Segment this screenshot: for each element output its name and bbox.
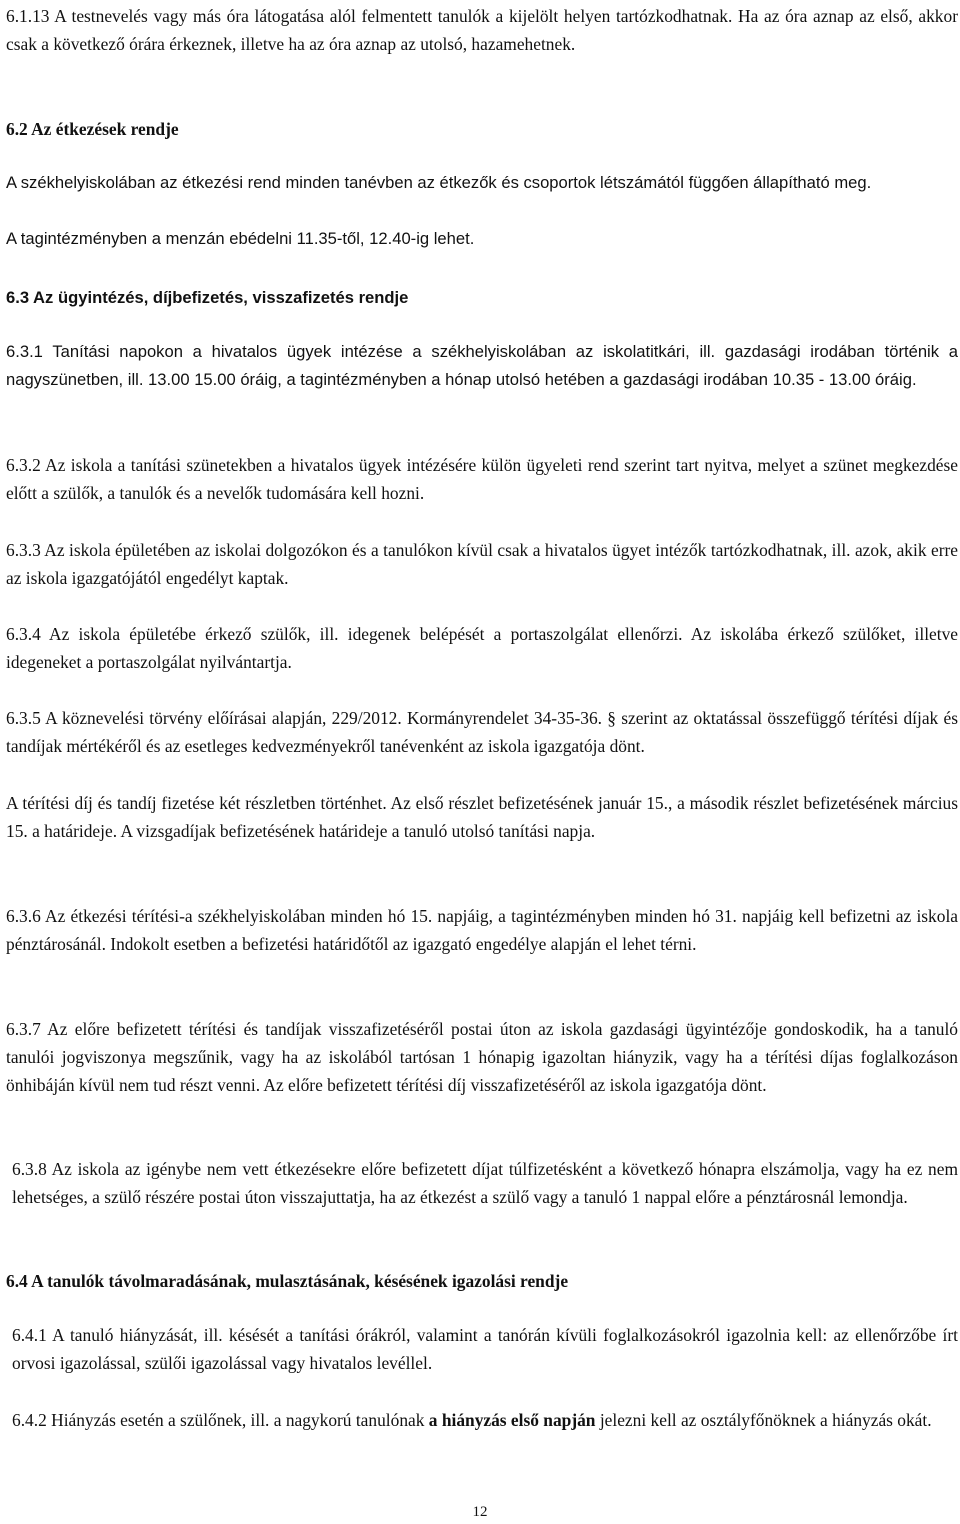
heading-6-4: 6.4 A tanulók távolmaradásának, mulasztásának, késésének igazolási rendje	[6, 1271, 569, 1291]
paragraph-6-3-5-b: A térítési díj és tandíj fizetése két részletben történhet. Az első részlet befizetésének január 15., a második részlet befizetésének március 15. a határideje. A vizsgadíjak befizetésének határideje a tanuló utolsó tanítási napja.	[6, 793, 958, 842]
paragraph-6-4-2-lead: 6.4.2 Hiányzás esetén a szülőnek, ill. a nagykorú tanulónak	[12, 1410, 429, 1430]
heading-6-3: 6.3 Az ügyintézés, díjbefizetés, visszafizetés rendje	[6, 288, 409, 307]
paragraph-6-4-2	[12, 1406, 958, 1434]
paragraph-6-2-b: A tagintézményben a menzán ebédelni 11.35-től, 12.40-ig lehet.	[6, 229, 475, 248]
page-number: 12	[472, 1504, 488, 1520]
paragraph-6-3-2: 6.3.2 Az iskola a tanítási szünetekben a hivatalos ügyek intézésére külön ügyeleti rend szerint tart nyitva, melyet a szünet megkezdése előtt a szülők, a tanulók és a nevelők tudomására kell hozni.	[6, 455, 958, 504]
paragraph-6-3-4: 6.3.4 Az iskola épületébe érkező szülők, ill. idegenek belépését a portaszolgálat ellenőrzi. Az iskolába érkező szülőket, illetve idegeneket a portaszolgálat nyilvántartja.	[6, 624, 958, 673]
paragraph-6-3-5-a: 6.3.5 A köznevelési törvény előírásai alapján, 229/2012. Kormányrendelet 34-35-36. § szerint az oktatással összefüggő térítési díjak és tandíjak mértékéről és az esetleges kedvezményekről tanévenként az iskola igazgatója dönt.	[6, 708, 958, 757]
paragraph-6-2-a: A székhelyiskolában az étkezési rend minden tanévben az étkezők és csoportok létszámától függően állapítható meg.	[6, 173, 872, 192]
paragraph-6-4-1: 6.4.1 A tanuló hiányzását, ill. késését a tanítási órákról, valamint a tanórán kívüli foglalkozásokról igazolnia kell: az ellenőrzőbe írt orvosi igazolással, szülői igazolással vagy hivatalos levéllel.	[12, 1325, 958, 1374]
paragraph-6-3-7: 6.3.7 Az előre befizetett térítési és tandíjak visszafizetéséről postai úton az iskola gazdasági ügyintézője gondoskodik, ha a tanuló tanulói jogviszonya megszűnik, vagy ha az iskolából tartósan 1 hónapig igazoltan hiányzik, vagy ha a térítési díjas foglalkozáson önhibáján kívül nem tud részt venni. Az előre befizetett térítési díj visszafizetéséről az iskola igazgatója dönt.	[6, 1019, 958, 1096]
paragraph-6-3-1: 6.3.1 Tanítási napokon a hivatalos ügyek intézése a székhelyiskolában az iskolatitkári, ill. gazdasági irodában történik a nagyszünetben, ill. 13.00 15.00 óráig, a tagintézményben a hónap utolsó hetében a gazdasági irodában 10.35 - 13.00 óráig.	[6, 342, 958, 390]
paragraph-6-1-13: 6.1.13 A testnevelés vagy más óra látogatása alól felmentett tanulók a kijelölt helyen tartózkodhatnak. Ha az óra aznap az első, akkor csak a következő órára érkeznek, illetve ha az óra aznap az utolsó, hazamehetnek.	[6, 6, 958, 55]
paragraph-6-3-3: 6.3.3 Az iskola épületében az iskolai dolgozókon és a tanulókon kívül csak a hivatalos ügyet intézők tartózkodhatnak, ill. azok, akik erre az iskola igazgatójától engedélyt kaptak.	[6, 540, 958, 589]
paragraph-6-3-8: 6.3.8 Az iskola az igénybe nem vett étkezésekre előre befizetett díjat túlfizetésként a következő hónapra elszámolja, vagy ha ez nem lehetséges, a szülő részére postai úton visszajuttatja, ha az étkezést a szülő vagy a tanuló 1 nappal előre a pénztárosnál lemondja.	[12, 1159, 958, 1208]
heading-6-2: 6.2 Az étkezések rendje	[6, 119, 179, 139]
paragraph-6-3-6: 6.3.6 Az étkezési térítési-a székhelyiskolában minden hó 15. napjáig, a tagintézményben minden hó 31. napjáig kell befizetni az iskola pénztárosánál. Indokolt esetben a befizetési határidőtől az igazgató engedélye alapján el lehet térni.	[6, 906, 958, 955]
paragraph-6-4-2-emphasis: a hiányzás első napján	[428, 1410, 596, 1430]
paragraph-6-4-2-tail: jelezni kell az osztályfőnöknek a hiányzás okát.	[595, 1410, 932, 1430]
